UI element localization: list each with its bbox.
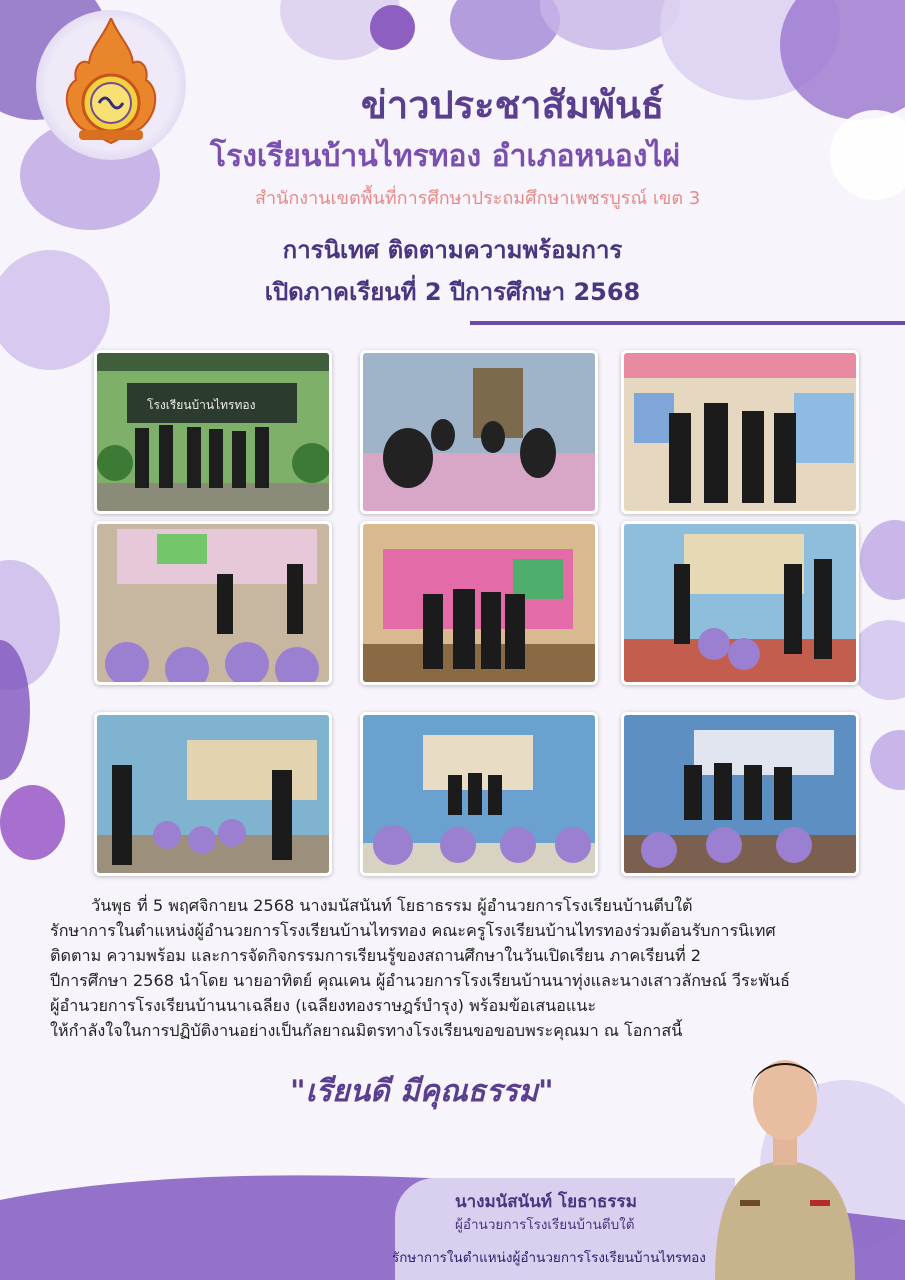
news-body xyxy=(50,893,880,1043)
photo-classroom-students-5 xyxy=(621,712,859,876)
school-motto: "เรียนดี มีคุณธรรม" xyxy=(290,1074,554,1109)
decor-bubble xyxy=(0,785,65,860)
photo-classroom-students-3 xyxy=(94,712,332,876)
divider-rule xyxy=(470,321,905,325)
decor-bubble xyxy=(540,0,680,50)
director-portrait xyxy=(685,1025,885,1280)
subtitle-line-2: เปิดภาคเรียนที่ 2 ปีการศึกษา 2568 xyxy=(264,278,641,306)
education-office: สำนักงานเขตพื้นที่การศึกษาประถมศึกษาเพชรบูรณ์ เขต 3 xyxy=(255,188,701,209)
decor-bubble xyxy=(870,730,905,790)
decor-bubble xyxy=(370,5,415,50)
signature-acting-role: รักษาการในตำแหน่งผู้อำนวยการโรงเรียนบ้านไทรทอง xyxy=(392,1250,706,1266)
body-line: รักษาการในตำแหน่งผู้อำนวยการโรงเรียนบ้านไทรทอง คณะครูโรงเรียนบ้านไทรทองร่วมต้อนรับการนิเทศ xyxy=(50,921,776,940)
photo-school-gate xyxy=(94,350,332,514)
signature-position: ผู้อำนวยการโรงเรียนบ้านตีบใต้ xyxy=(455,1217,635,1233)
body-line: ติดตาม ความพร้อม และการจัดกิจกรรมการเรียนรู้ของสถานศึกษาในวันเปิดเรียน ภาคเรียนที่ 2 xyxy=(50,946,702,965)
photo-meeting-table xyxy=(360,350,598,514)
decor-bubble xyxy=(860,520,905,600)
body-line: วันพุธ ที่ 5 พฤศจิกายน 2568 นางมนัสนันท์ โยธาธรรม ผู้อำนวยการโรงเรียนบ้านตีบใต้ xyxy=(50,896,693,915)
subtitle-line-1: การนิเทศ ติดตามความพร้อมการ xyxy=(282,236,623,264)
photo-classroom-students-4 xyxy=(360,712,598,876)
photo-classroom-group-2 xyxy=(360,521,598,685)
photo-classroom-students-1 xyxy=(94,521,332,685)
page-title: ข่าวประชาสัมพันธ์ xyxy=(360,83,665,127)
gate-sign-text: โรงเรียนบ้านไทรทอง xyxy=(147,398,256,412)
signature-name: นางมนัสนันท์ โยธาธรรม xyxy=(455,1192,637,1212)
photo-classroom-students-2 xyxy=(621,521,859,685)
school-name: โรงเรียนบ้านไทรทอง อำเภอหนองไผ่ xyxy=(210,139,681,174)
body-line: ผู้อำนวยการโรงเรียนบ้านนาเฉลียง (เฉลียงทองราษฎร์บำรุง) พร้อมข้อเสนอแนะ xyxy=(50,996,597,1015)
photo-classroom-group xyxy=(621,350,859,514)
body-line: ให้กำลังใจในการปฏิบัติงานอย่างเป็นกัลยาณมิตรทางโรงเรียนขอขอบพระคุณมา ณ โอกาสนี้ xyxy=(50,1021,683,1040)
body-line: ปีการศึกษา 2568 นำโดย นายอาทิตย์ คุณเคน ผู้อำนวยการโรงเรียนบ้านนาทุ่งและนางเสาวลักษณ์ วีระพันธ์ xyxy=(50,971,790,990)
